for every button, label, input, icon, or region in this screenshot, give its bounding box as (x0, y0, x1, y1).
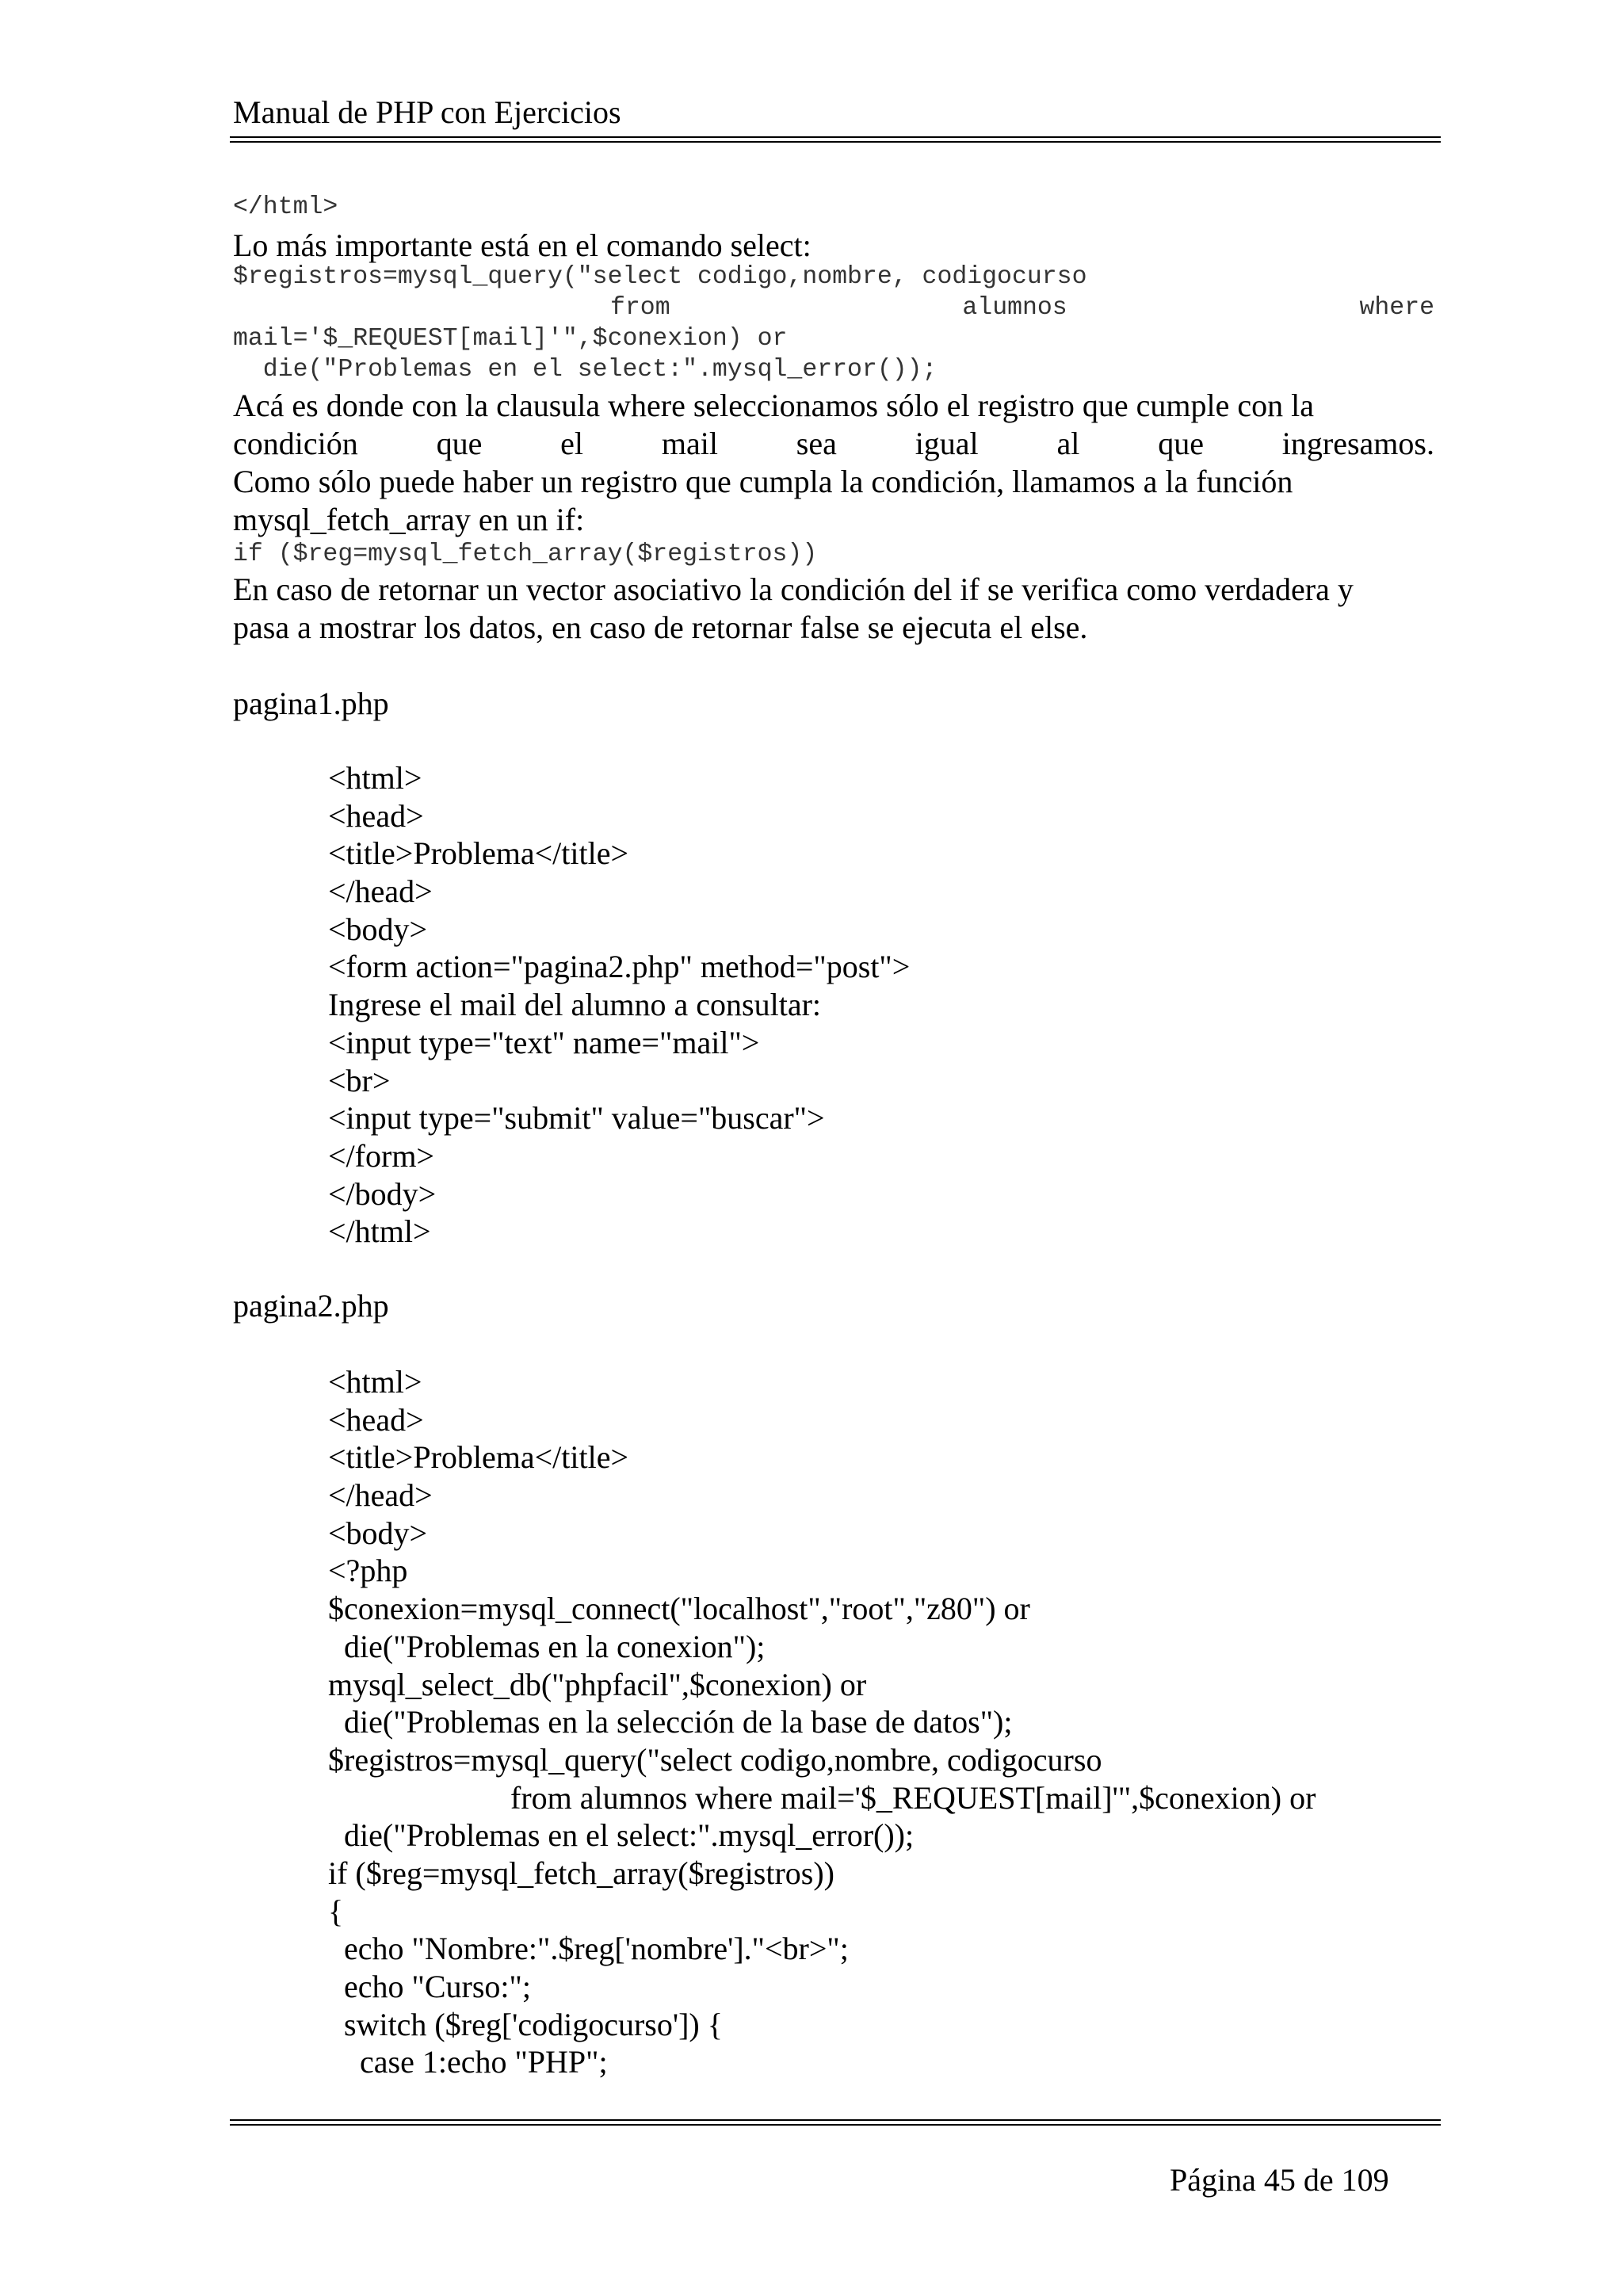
code-line: <br> (328, 1062, 391, 1098)
code-line: die("Problemas en la selección de la base de datos"); (328, 1704, 1013, 1740)
code-line: </html> (328, 1213, 431, 1250)
word: mail (661, 426, 718, 461)
header-rule-bottom (230, 141, 1441, 143)
pagina2-filename: pagina2.php (233, 1288, 389, 1324)
code-line: </head> (328, 873, 433, 910)
word: el (560, 426, 584, 461)
code-line: switch ($reg['codigocurso']) { (328, 2006, 723, 2042)
code-select-line-3: mail='$_REQUEST[mail]'",$conexion) or (233, 325, 788, 353)
paragraph-1-line-1: Acá es donde con la clausula where seleccionamos sólo el registro que cumple con la (233, 388, 1314, 423)
code-line: $conexion=mysql_connect("localhost","root","z80") or (328, 1591, 1030, 1627)
page-number: Página 45 de 109 (1170, 2162, 1389, 2198)
code-line: <title>Problema</title> (328, 835, 629, 872)
word: que (1158, 426, 1204, 461)
word: ingresamos. (1281, 426, 1434, 461)
pagina2-code-block (328, 1363, 1316, 2081)
code-select-line-1: $registros=mysql_query("select codigo,nombre, codigocurso (233, 263, 1087, 291)
code-line: Ingrese el mail del alumno a consultar: (328, 987, 822, 1023)
code-line: <head> (328, 797, 424, 834)
paragraph-2-line-2: pasa a mostrar los datos, en caso de retornar false se ejecuta el else. (233, 609, 1088, 645)
code-line: mysql_select_db("phpfacil",$conexion) or (328, 1666, 867, 1702)
footer-rule-bottom (230, 2124, 1441, 2126)
header-rule-top (230, 136, 1441, 138)
code-word: where (1359, 294, 1434, 322)
code-line: </head> (328, 1477, 433, 1514)
code-line: case 1:echo "PHP"; (328, 2044, 608, 2080)
code-line: if ($reg=mysql_fetch_array($registros)) (328, 1855, 834, 1891)
code-line: { (328, 1893, 344, 1929)
code-select-line-2 (233, 292, 1434, 323)
code-close-html: </html> (233, 193, 338, 221)
code-line: $registros=mysql_query("select codigo,nombre, codigocurso (328, 1741, 1102, 1778)
code-line: </body> (328, 1175, 437, 1212)
footer-rule-top (230, 2119, 1441, 2121)
code-line: <body> (328, 1515, 428, 1551)
word: condición (233, 426, 358, 461)
paragraph-1-line-2 (233, 425, 1434, 463)
pagina1-code-block (328, 759, 910, 1251)
code-line: <title>Problema</title> (328, 1439, 629, 1476)
code-line: echo "Curso:"; (328, 1969, 531, 2004)
code-line: <input type="text" name="mail"> (328, 1024, 760, 1060)
paragraph-2-line-1: En caso de retornar un vector asociativo la condición del if se verifica como verdadera y (233, 571, 1354, 607)
word: igual (915, 426, 979, 461)
intro-text: Lo más importante está en el comando select: (233, 227, 812, 263)
code-if-fetch: if ($reg=mysql_fetch_array($registros)) (233, 541, 818, 568)
code-line: echo "Nombre:".$reg['nombre']."<br>"; (328, 1931, 849, 1967)
code-line: <head> (328, 1401, 424, 1438)
word: que (436, 426, 483, 461)
code-line: <?php (328, 1553, 408, 1589)
code-line: <html> (328, 760, 422, 796)
word: al (1056, 426, 1080, 461)
word: sea (796, 426, 837, 461)
page-header-title: Manual de PHP con Ejercicios (233, 94, 621, 130)
code-word: from (610, 294, 670, 322)
paragraph-1-line-4: mysql_fetch_array en un if: (233, 502, 585, 537)
code-line: <input type="submit" value="buscar"> (328, 1100, 825, 1137)
code-line: <form action="pagina2.php" method="post"> (328, 949, 911, 985)
pagina1-filename: pagina1.php (233, 686, 389, 721)
code-line: <html> (328, 1364, 422, 1400)
code-line: die("Problemas en el select:".mysql_error()); (328, 1817, 915, 1854)
code-line: <body> (328, 911, 428, 947)
paragraph-1-line-3: Como sólo puede haber un registro que cumpla la condición, llamamos a la función (233, 464, 1293, 499)
code-word: alumnos (962, 294, 1067, 322)
code-line: </form> (328, 1137, 434, 1174)
code-line: from alumnos where mail='$_REQUEST[mail]'",$conexion) or (328, 1779, 1316, 1816)
code-line: die("Problemas en la conexion"); (328, 1628, 766, 1664)
code-select-line-4: die("Problemas en el select:".mysql_error()); (233, 356, 938, 384)
